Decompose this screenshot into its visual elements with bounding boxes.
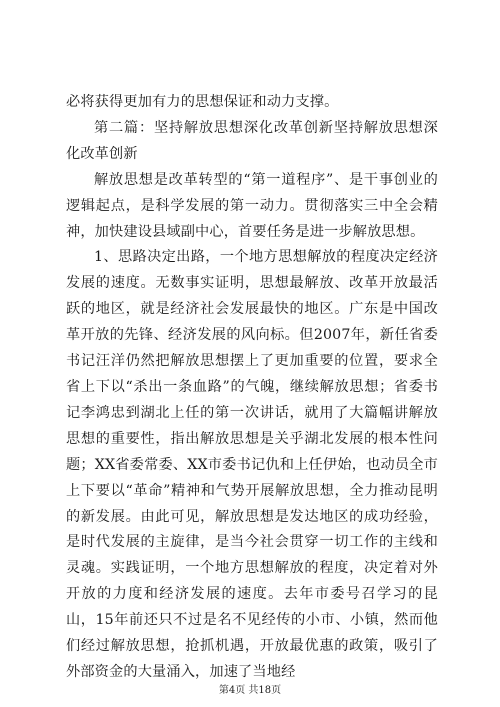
section-heading: 第二篇：坚持解放思想深化改革创新坚持解放思想深化改革创新 [66, 119, 438, 162]
page-footer: 第4页 共18页 [218, 685, 282, 696]
paragraph-intro: 解放思想是改革转型的“第一道程序”、是干事创业的逻辑起点，是科学发展的第一动力。贯彻落实三中全会精神，加快建设县域副中心，首要任务是进一步解放思想。 [66, 171, 438, 240]
body-text [66, 90, 438, 686]
paragraph-point-1: 1、思路决定出路，一个地方思想解放的程度决定经济发展的速度。无数事实证明，思想最解放、改革开放最活跃的地区，就是经济社会发展最快的地区。广东是中国改革开放的先锋、经济发展的风向标。但2007年，新任省委书记汪洋仍然把解放思想摆上了更加重要的位置，要求全省上下以“杀出一条血路”的气魄，继续解放思想；省委书记李鸿忠到湖北上任的第一次讲话，就用了大篇幅讲解放思想的重要性，指出解放思想是关乎湖北发展的根本性问题；XX省委常委、XX市委书记仇和上任伊始，也动员全市上下要以“革命”精神和气势开展解放思想，全力推动昆明的新发展。由此可见，解放思想是发达地区的成功经验，是时代发展的主旋律，是当今社会贯穿一切工作的主线和灵魂。实践证明，一个地方思想解放的程度，决定着对外开放的力度和经济发展的速度。去年市委号召学习的昆山，15年前还只不过是名不见经传的小市、小镇，然而他们经过解放思想，抢抓机遇，开放最优惠的政策，吸引了外部资金的大量涌入，加速了当地经 [66, 249, 438, 680]
paragraph-continuation: 必将获得更加有力的思想保证和动力支撑。 [66, 94, 339, 110]
